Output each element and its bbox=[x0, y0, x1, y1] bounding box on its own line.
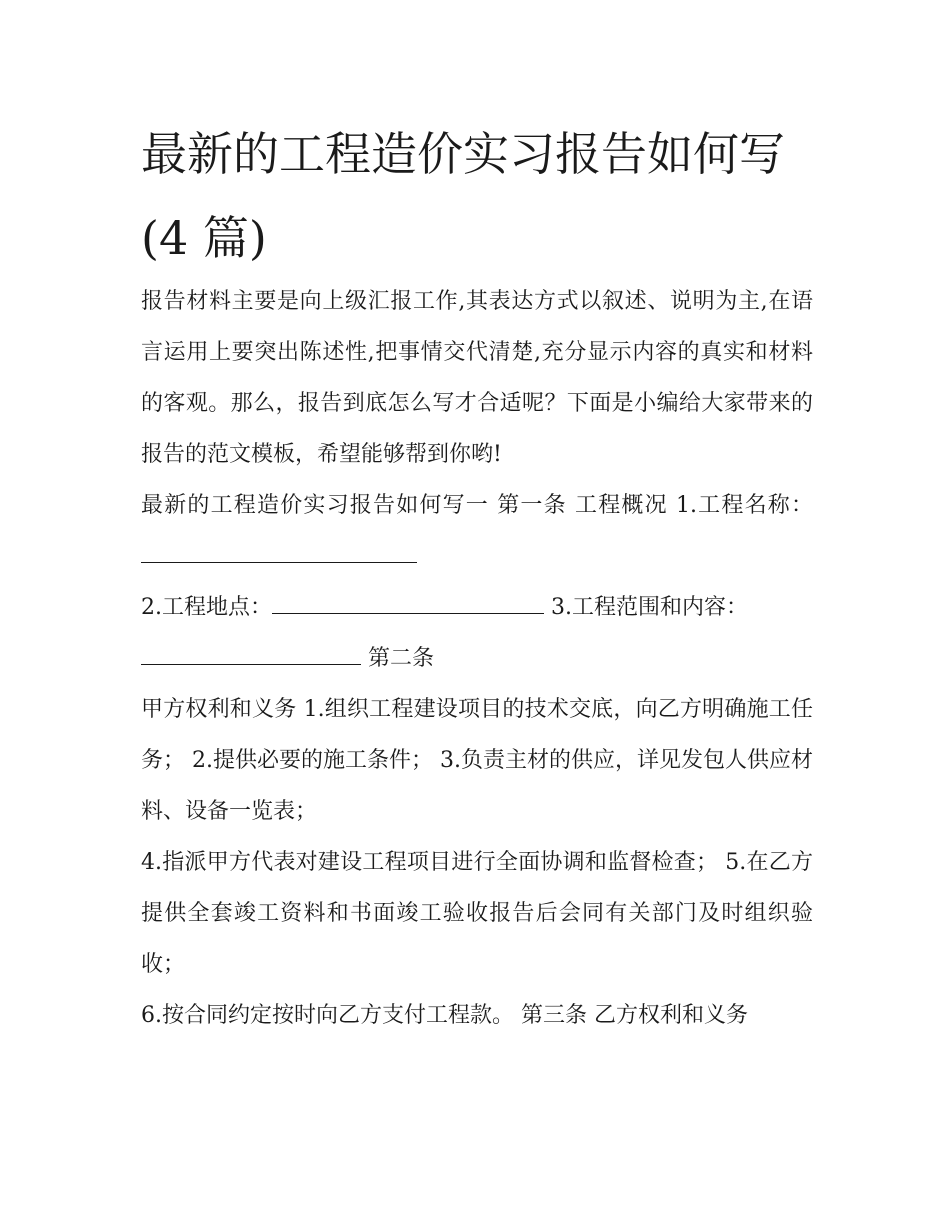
party-a-duties-paragraph-2: 4.指派甲方代表对建设工程项目进行全面协调和监督检查； 5.在乙方提供全套竣工资料和书面竣工验收报告后会同有关部门及时组织验收； bbox=[141, 850, 813, 977]
project-scope-blank bbox=[141, 650, 361, 665]
project-name-label: 最新的工程造价实习报告如何写一 第一条 工程概况 1.工程名称： bbox=[141, 493, 813, 518]
project-scope-label: 3.工程范围和内容： bbox=[544, 595, 748, 620]
project-location-label: 2.工程地点： bbox=[141, 595, 272, 620]
article-two-label: 第二条 bbox=[361, 646, 434, 671]
project-location-blank bbox=[272, 599, 544, 614]
project-overview-paragraph bbox=[141, 480, 813, 582]
party-a-duties-paragraph-1: 甲方权利和义务 1.组织工程建设项目的技术交底，向乙方明确施工任务； 2.提供必要的施工条件； 3.负责主材的供应，详见发包人供应材料、设备一览表； bbox=[141, 697, 813, 824]
document-body bbox=[141, 276, 813, 1041]
project-name-blank bbox=[141, 548, 417, 563]
document-title: 最新的工程造价实习报告如何写(4 篇) bbox=[141, 127, 785, 265]
intro-paragraph: 报告材料主要是向上级汇报工作,其表达方式以叙述、说明为主,在语言运用上要突出陈述性,把事情交代清楚,充分显示内容的真实和材料的客观。那么，报告到底怎么写才合适呢？下面是小编给大家带来的报告的范文模板，希望能够帮到你哟! bbox=[141, 289, 813, 467]
party-a-duties-paragraph-3: 6.按合同约定按时向乙方支付工程款。 第三条 乙方权利和义务 bbox=[141, 1003, 748, 1028]
project-location-paragraph bbox=[141, 582, 813, 684]
